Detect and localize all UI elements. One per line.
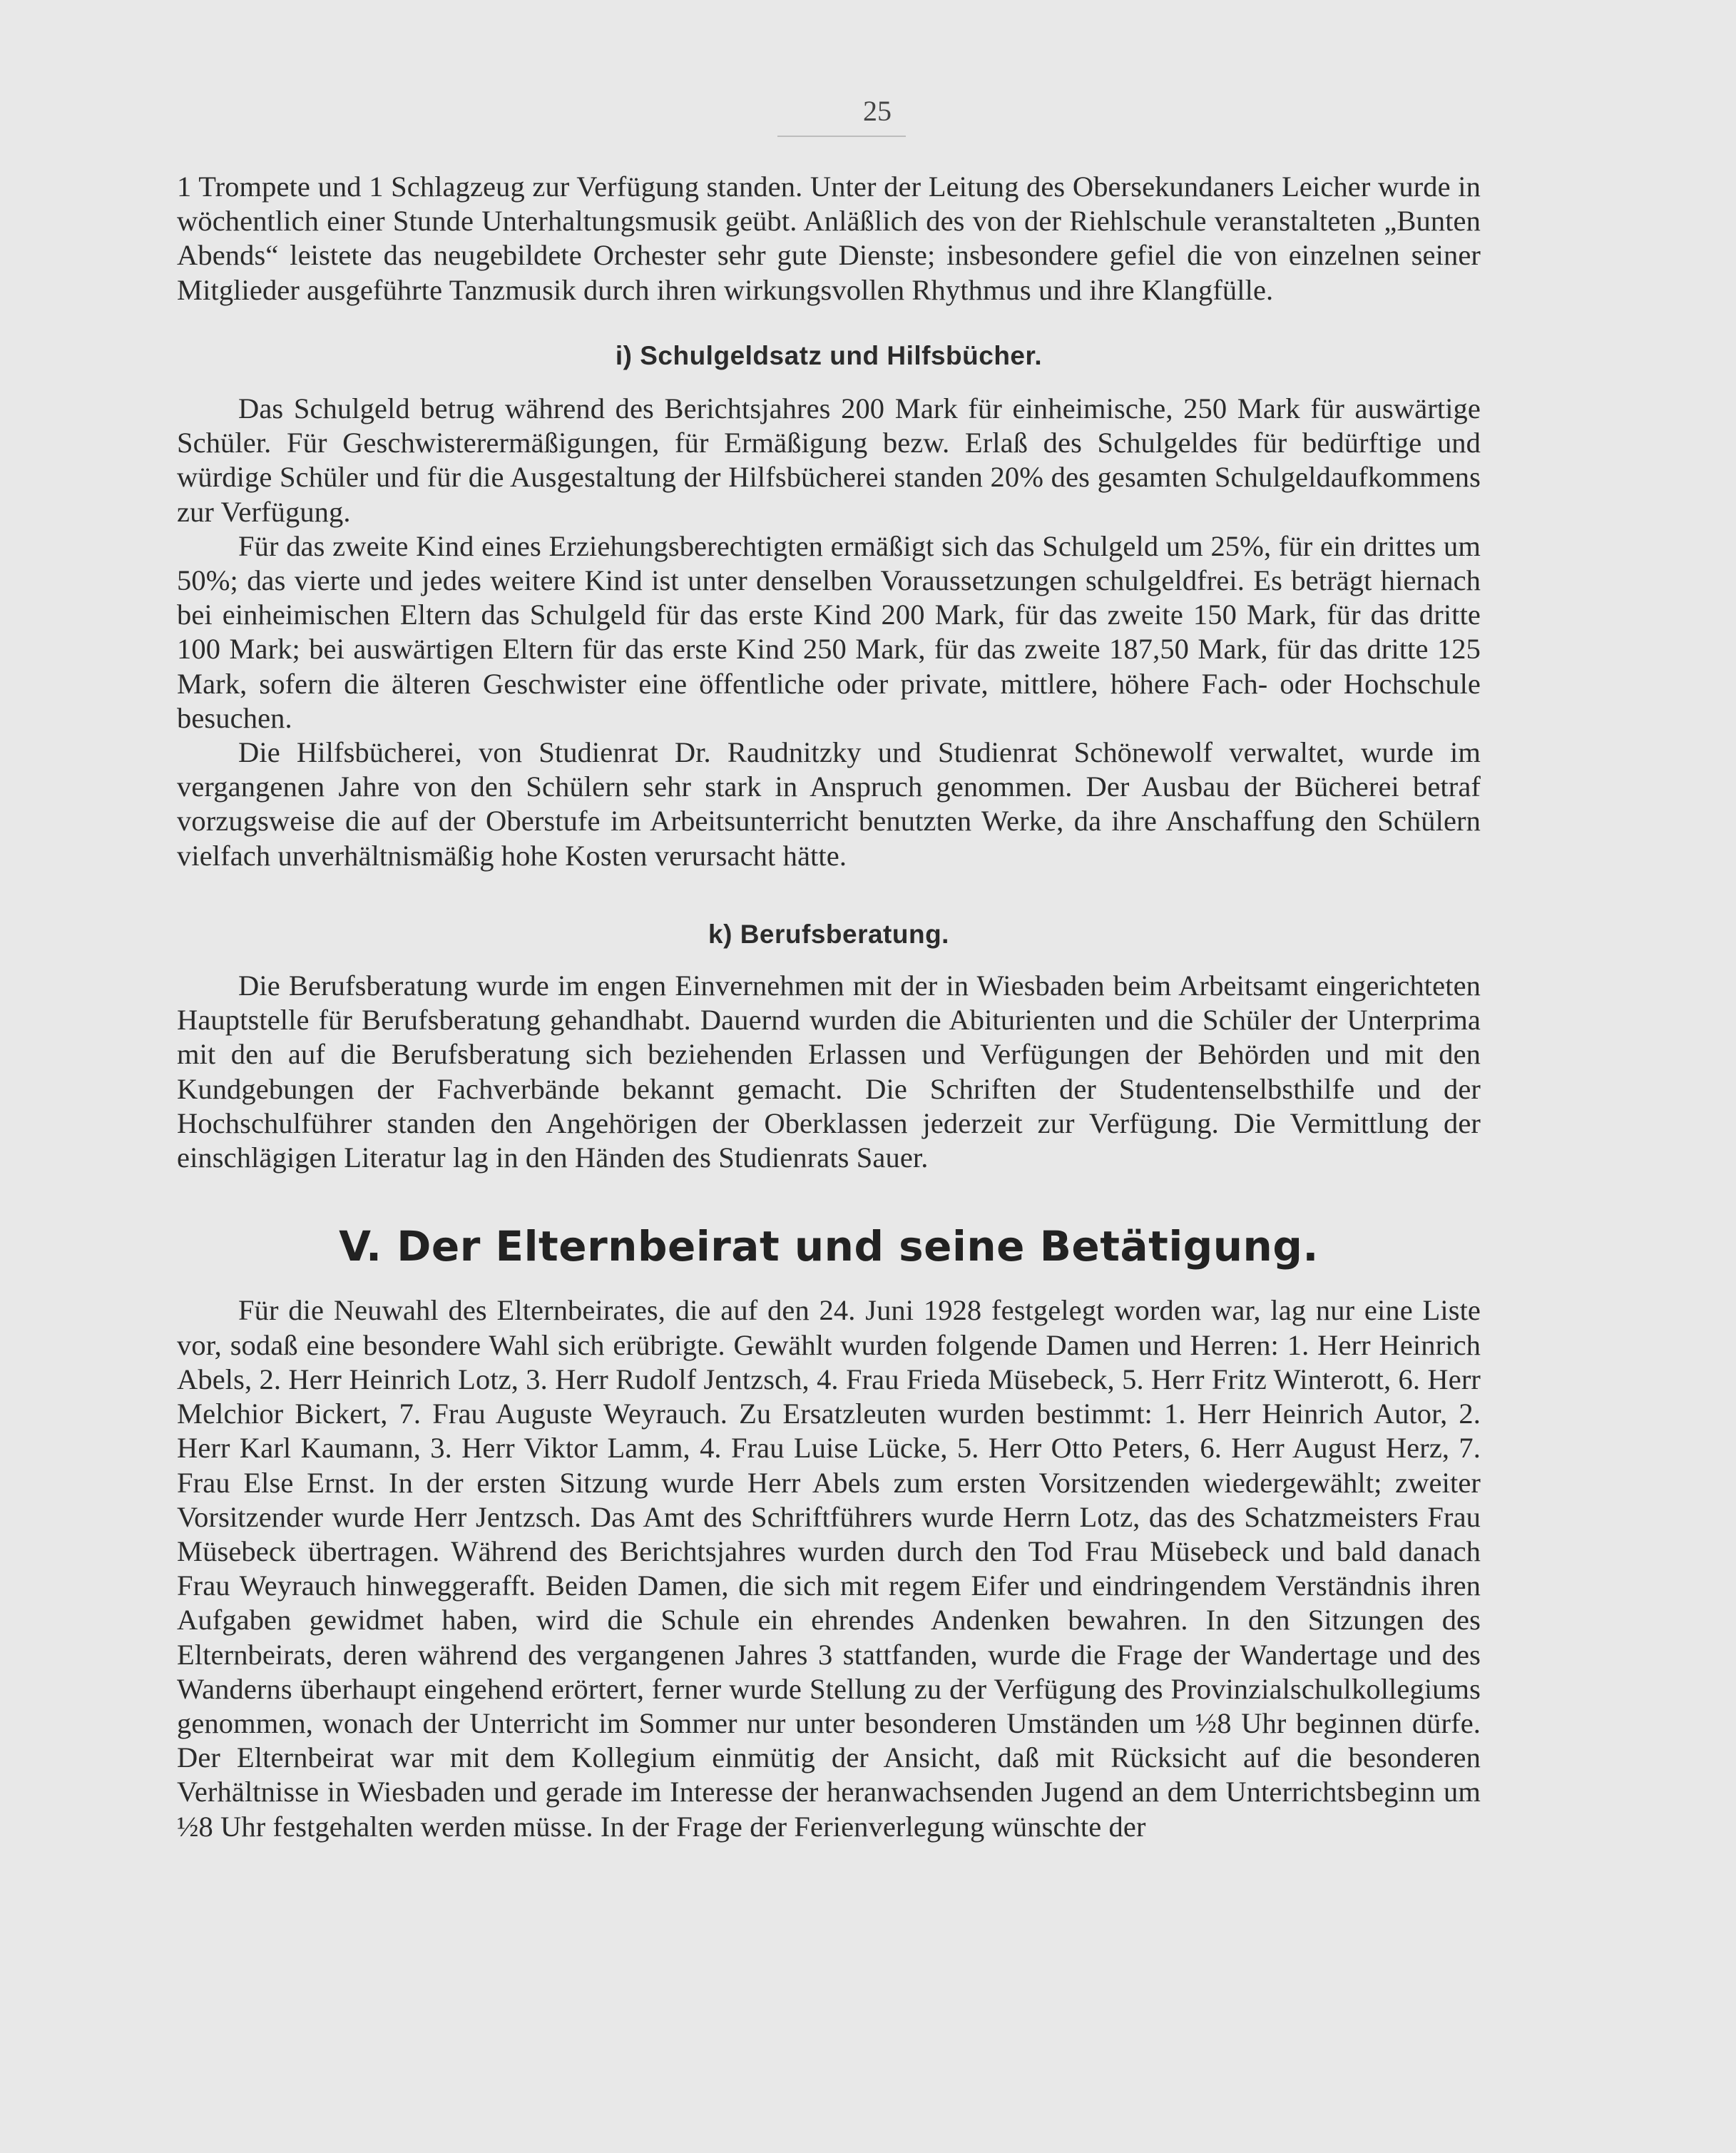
section-i-paragraph-2: Für das zweite Kind eines Erziehungsberechtigten ermäßigt sich das Schulgeld um 25%, für ein drittes um 50%; das vierte und jedes weitere Kind ist unter denselben Voraussetzungen schulgeldfrei. Es beträgt hiernach bei einheimischen Eltern das Schulgeld für das erste Kind 200 Mark, für das zweite 150 Mark, für das dritte 100 Mark; bei auswärtigen Eltern für das erste Kind 250 Mark, für das zweite 187,50 Mark, für das dritte 125 Mark, sofern die älteren Geschwister eine öffentliche oder private, mittlere, höhere Fach- oder Hochschule besuchen. <box>177 529 1481 734</box>
chapter-v-paragraph: Für die Neuwahl des Elternbeirates, die auf den 24. Juni 1928 festgelegt worden war, lag nur eine Liste vor, sodaß eine besondere Wahl sich erübrigte. Gewählt wurden folgende Damen und Herren: 1. Herr Heinrich Abels, 2. Herr Heinrich Lotz, 3. Herr Rudolf Jentzsch, 4. Frau Frieda Müsebeck, 5. Herr Fritz Winterott, 6. Herr Melchior Bickert, 7. Frau Auguste Weyrauch. Zu Ersatzleuten wurden bestimmt: 1. Herr Heinrich Autor, 2. Herr Karl Kaumann, 3. Herr Viktor Lamm, 4. Frau Luise Lücke, 5. Herr Otto Peters, 6. Herr August Herz, 7. Frau Else Ernst. In der ersten Sitzung wurde Herr Abels zum ersten Vorsitzenden wiedergewählt; zweiter Vorsitzender wurde Herr Jentzsch. Das Amt des Schriftführers wurde Herrn Lotz, das des Schatzmeisters Frau Müsebeck übertragen. Während des Berichtsjahres wurden durch den Tod Frau Müsebeck und bald danach Frau Weyrauch hinweggerafft. Beiden Damen, die sich mit regem Eifer und eindringendem Verständnis ihren Aufgaben gewidmet haben, wird die Schule ein ehrendes Andenken bewahren. In den Sitzungen des Elternbeirats, deren während des vergangenen Jahres 3 stattfanden, wurde die Frage der Wandertage und des Wanderns überhaupt eingehend erörtert, ferner wurde Stellung zu der Verfügung des Provinzialschulkollegiums genommen, wonach der Unterricht im Sommer nur unter besonderen Umständen um ½8 Uhr beginnen dürfe. Der Elternbeirat war mit dem Kollegium einmütig der Ansicht, daß mit Rücksicht auf die besonderen Verhältnisse in Wiesbaden und gerade im Interesse der heranwachsenden Jugend an dem Unterrichtsbeginn um ½8 Uhr festgehalten werden müsse. In der Frage der Ferienverlegung wünschte der <box>177 1294 1481 1843</box>
page-body <box>177 170 1481 1844</box>
section-k-paragraph-1: Die Berufsberatung wurde im engen Einvernehmen mit der in Wiesbaden beim Arbeitsamt eingerichteten Hauptstelle für Berufsberatung gehandhabt. Dauernd wurden die Abiturienten und die Schüler der Unterprima mit den auf die Berufsberatung sich beziehenden Erlassen und Verfügungen der Behörden und mit den Kundgebungen der Fachverbände bekannt gemacht. Die Schriften der Studentenselbsthilfe und der Hochschulführer standen den Angehörigen der Oberklassen jederzeit zur Verfügung. Die Vermittlung der einschlägigen Literatur lag in den Händen des Studienrats Sauer. <box>177 969 1481 1174</box>
page-number: 25 <box>863 95 892 127</box>
section-i-paragraph-1: Das Schulgeld betrug während des Berichtsjahres 200 Mark für einheimische, 250 Mark für auswärtige Schüler. Für Geschwisterermäßigungen, für Ermäßigung bezw. Erlaß des Schulgeldes für bedürftige und würdige Schüler und für die Ausgestaltung der Hilfsbücherei standen 20% des gesamten Schulgeldaufkommens zur Verfügung. <box>177 392 1481 528</box>
section-i-heading: i) Schulgeldsatz und Hilfsbücher. <box>615 340 1043 370</box>
section-k-heading: k) Berufsberatung. <box>708 919 949 949</box>
chapter-v-heading: V. Der Elternbeirat und seine Betätigung. <box>339 1222 1319 1271</box>
section-i-paragraph-3: Die Hilfsbücherei, von Studienrat Dr. Raudnitzky und Studienrat Schönewolf verwaltet, wurde im vergangenen Jahre von den Schülern sehr stark in Anspruch genommen. Der Ausbau der Bücherei betraf vorzugsweise die auf der Oberstufe im Arbeitsunterricht benutzten Werke, da ihre Anschaffung den Schülern vielfach unverhältnismäßig hohe Kosten verursacht hätte. <box>177 736 1481 872</box>
continuation-paragraph: 1 Trompete und 1 Schlagzeug zur Verfügung standen. Unter der Leitung des Obersekundaners Leicher wurde in wöchentlich einer Stunde Unterhaltungsmusik geübt. Anläßlich des von der Riehlschule veranstalteten „Bunten Abends“ leistete das neugebildete Orchester sehr gute Dienste; insbesondere gefiel die von einzelnen seiner Mitglieder ausgeführte Tanzmusik durch ihren wirkungsvollen Rhythmus und ihre Klangfülle. <box>177 170 1481 306</box>
page-number-rule <box>777 136 906 137</box>
